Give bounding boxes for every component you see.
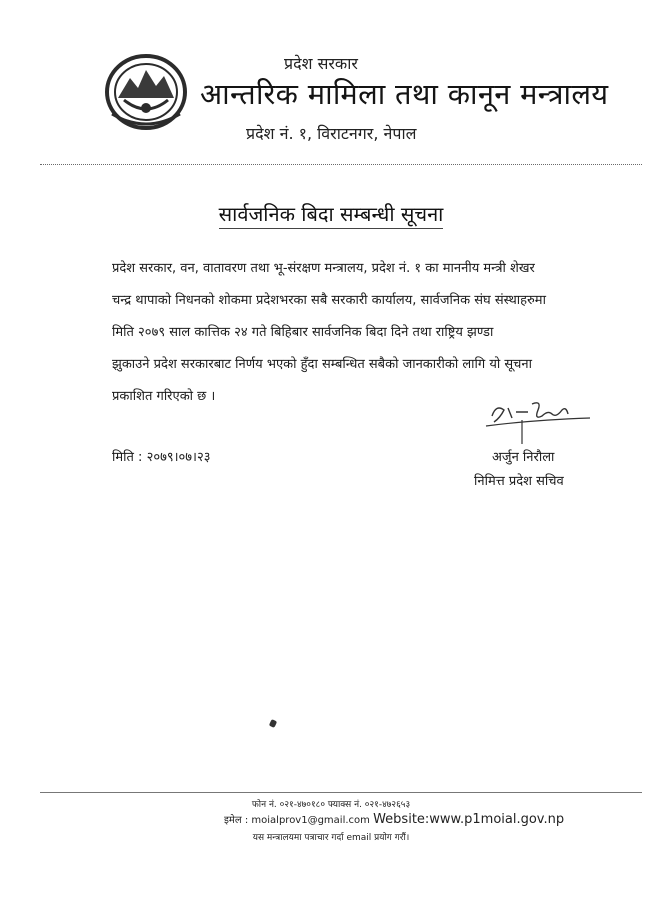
government-heading: प्रदेश सरकार (284, 54, 358, 73)
notice-body-line: प्रदेश सरकार, वन, वातावरण तथा भू-संरक्षण मन्त्रालय, प्रदेश नं. १ का माननीय मन्त्री शेखर (112, 261, 535, 276)
footer-website: Website:www.p1moial.gov.np (373, 812, 565, 827)
notice-date: मिति : २०७९।०७।२३ (112, 450, 211, 465)
signatory-name: अर्जुन निरौला (492, 450, 555, 465)
government-emblem-icon (104, 52, 188, 132)
notice-body-line: चन्द्र थापाको निधनको शोकमा प्रदेशभरका सबै सरकारी कार्यालय, सार्वजनिक संघ संस्थाहरुमा (112, 293, 546, 308)
notice-body-line: प्रकाशित गरिएको छ । (112, 389, 216, 404)
notice-body-line: झुकाउने प्रदेश सरकारबाट निर्णय भएको हुँदा सम्बन्धित सबैको जानकारीको लागि यो सूचना (112, 357, 532, 372)
footer-note: यस मन्त्रालयमा पत्राचार गर्दा email प्रयोग गरौं। (252, 833, 410, 843)
footer-phone-fax: फोन नं. ०२१-४७०१८० फ्याक्स नं. ०२१-४७२६५३ (251, 800, 411, 810)
footer-contact-row (224, 812, 564, 827)
scan-speck (269, 719, 277, 728)
footer-email-label: इमेल : (224, 815, 249, 826)
ministry-name: आन्तरिक मामिला तथा कानून मन्त्रालय (200, 77, 609, 111)
header-divider (40, 164, 642, 165)
footer-email: moialprov1@gmail.com (251, 815, 370, 826)
signatory-title: निमित्त प्रदेश सचिव (474, 474, 564, 489)
notice-title (0, 200, 662, 227)
footer-divider (40, 792, 642, 793)
notice-title-text: सार्वजनिक बिदा सम्बन्धी सूचना (219, 202, 444, 229)
signature-icon (482, 396, 594, 452)
notice-body-line: मिति २०७९ साल कात्तिक २४ गते बिहिबार सार्वजनिक बिदा दिने तथा राष्ट्रिय झण्डा (112, 325, 494, 340)
ministry-address: प्रदेश नं. १, विराटनगर, नेपाल (246, 124, 417, 143)
